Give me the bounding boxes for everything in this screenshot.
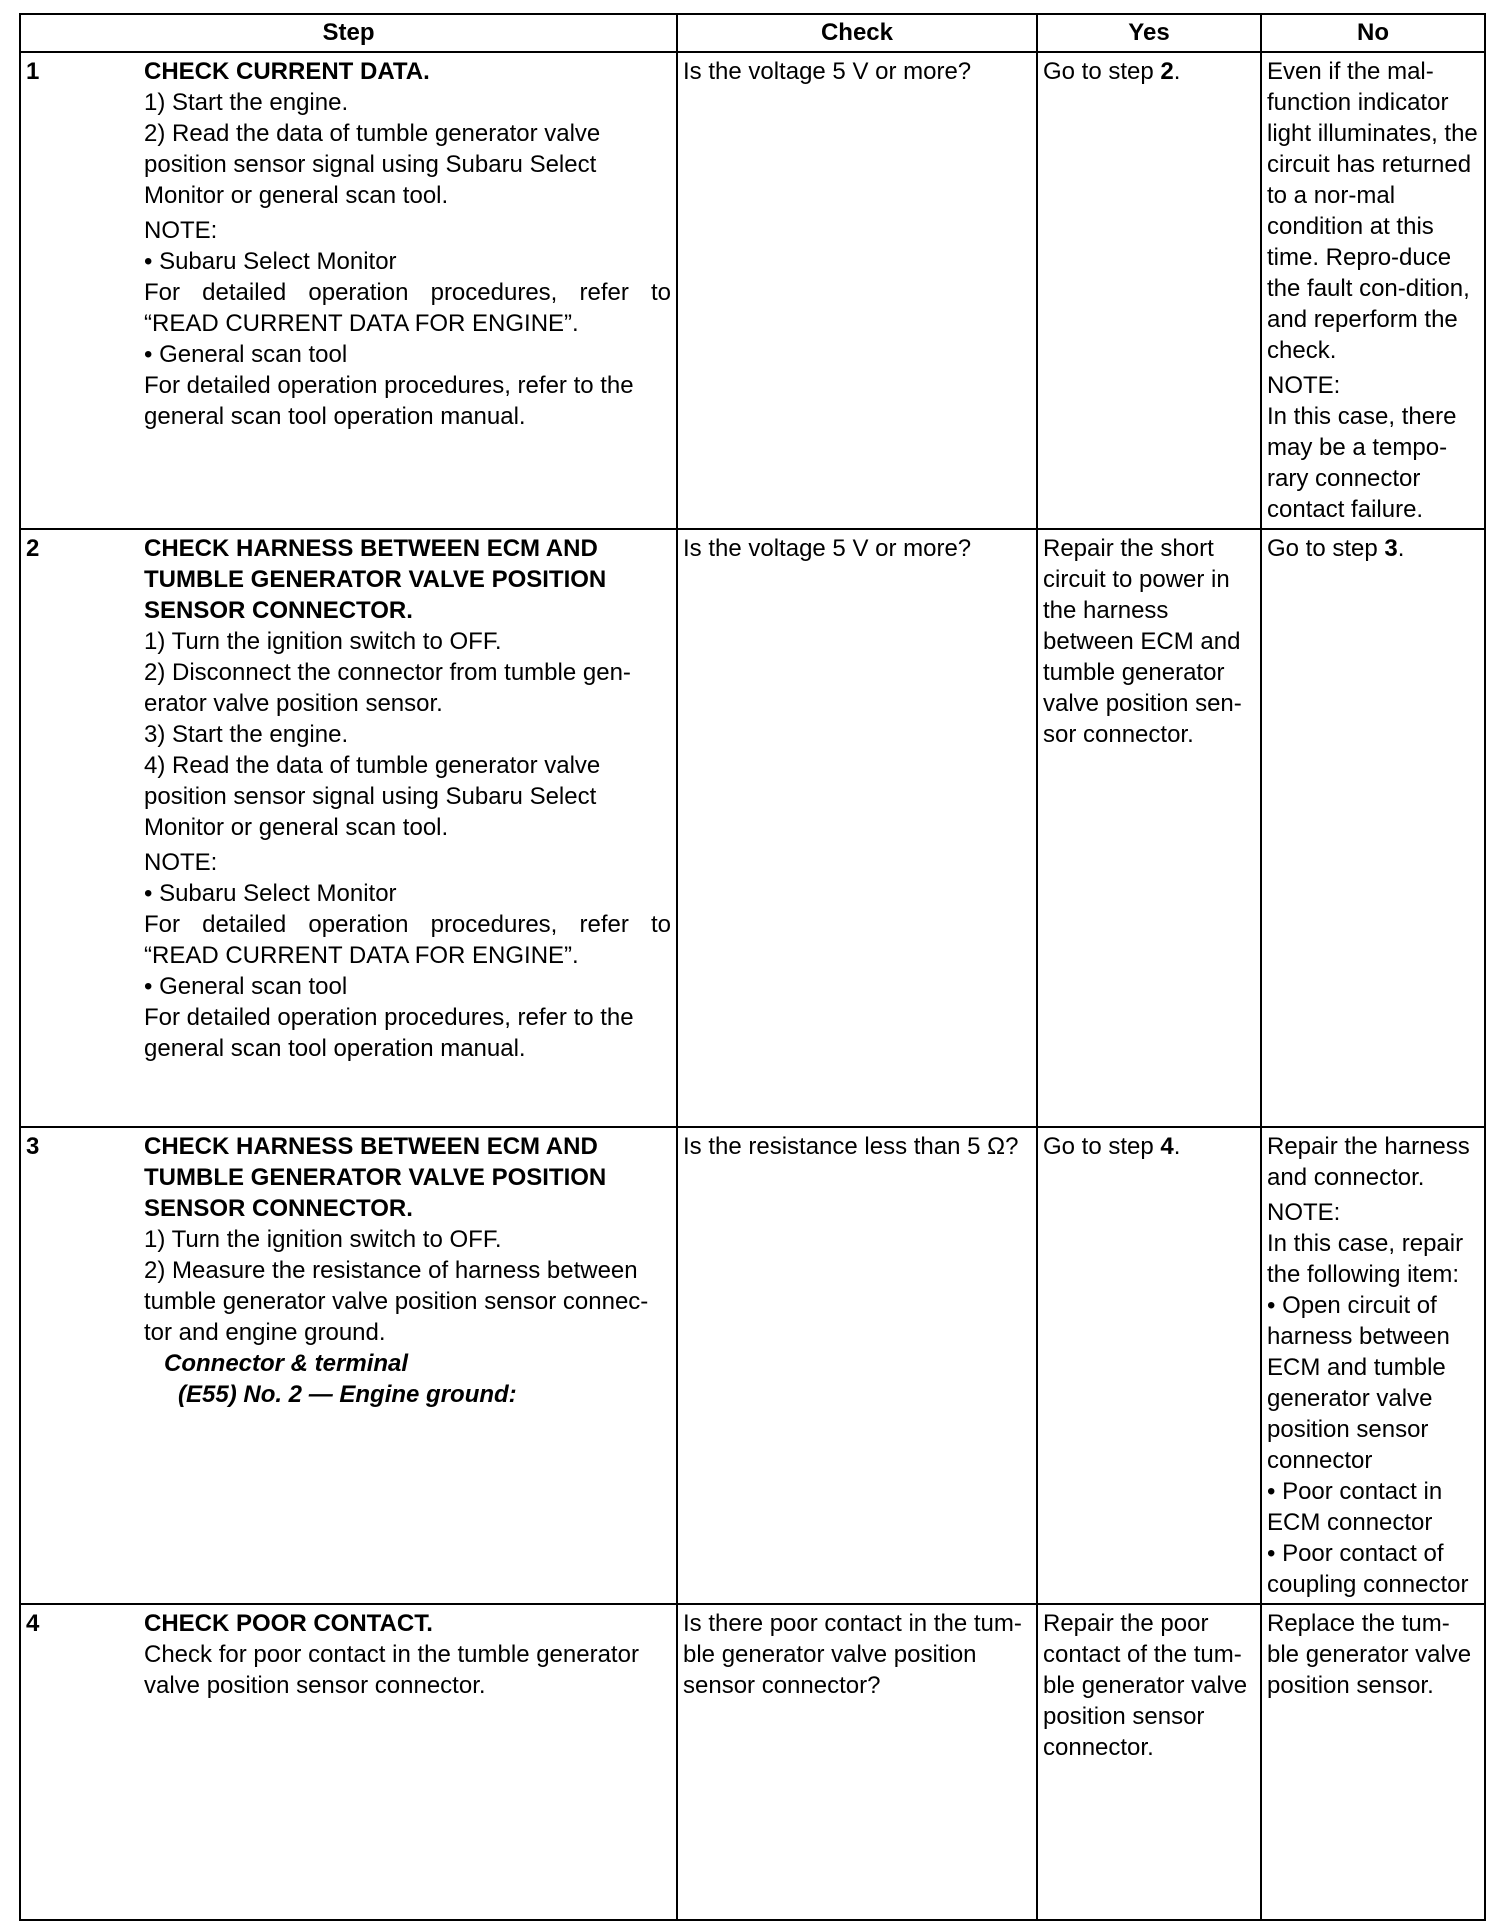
yes-suffix: . <box>1173 58 1181 85</box>
step-item: 1) Turn the ignition switch to OFF. <box>144 1226 502 1253</box>
note-line: For detailed operation procedures, refer to <box>144 279 671 306</box>
step-number: 2 <box>26 535 40 562</box>
check-cell: Is the voltage 5 V or more? <box>677 529 1037 1127</box>
note-line: • General scan tool <box>144 973 348 1000</box>
step-cell <box>20 1604 677 1920</box>
note-line: • Subaru Select Monitor <box>144 880 397 907</box>
yes-cell: Repair the poor contact of the tum-ble generator valve position sensor connector. <box>1037 1604 1261 1920</box>
step-title: CHECK HARNESS BETWEEN ECM AND TUMBLE GENERATOR VALVE POSITION SENSOR CONNECTOR. <box>144 535 607 624</box>
step-title: CHECK CURRENT DATA. <box>144 58 430 85</box>
no-suffix: . <box>1397 535 1405 562</box>
no-note-text: In this case, there may be a tempo-rary connector contact failure. <box>1267 403 1457 523</box>
step-item: 2) Read the data of tumble generator valve position sensor signal using Subaru Select Monitor or general scan tool. <box>144 120 601 209</box>
yes-prefix: Go to step <box>1043 1133 1161 1160</box>
check-cell: Is the voltage 5 V or more? <box>677 52 1037 529</box>
no-bullet: • Poor contact of coupling connector <box>1267 1540 1469 1598</box>
step-number: 1 <box>26 58 40 85</box>
step-cell <box>20 1127 677 1604</box>
check-cell: Is the resistance less than 5 Ω? <box>677 1127 1037 1604</box>
yes-cell <box>1037 52 1261 529</box>
step-item: 1) Turn the ignition switch to OFF. <box>144 628 502 655</box>
table-row <box>20 52 1485 529</box>
note-line: For detailed operation procedures, refer to the general scan tool operation manual. <box>144 372 634 430</box>
check-cell: Is there poor contact in the tum-ble generator valve position sensor connector? <box>677 1604 1037 1920</box>
step-title: CHECK HARNESS BETWEEN ECM AND TUMBLE GENERATOR VALVE POSITION SENSOR CONNECTOR. <box>144 1133 607 1222</box>
yes-cell: Repair the short circuit to power in the harness between ECM and tumble generator valve position sen-sor connector. <box>1037 529 1261 1127</box>
table-row <box>20 529 1485 1127</box>
header-row <box>20 14 1485 52</box>
no-bullet: • Poor contact in ECM connector <box>1267 1478 1443 1536</box>
diagnostic-table <box>19 13 1486 1921</box>
note-line: • General scan tool <box>144 341 348 368</box>
step-number: 4 <box>26 1610 40 1637</box>
yes-step-ref: 2 <box>1160 58 1174 85</box>
connector-value: (E55) No. 2 — Engine ground: <box>178 1381 517 1408</box>
table-row <box>20 1604 1485 1920</box>
note-label: NOTE: <box>144 849 218 876</box>
step-item: 2) Disconnect the connector from tumble gen-erator valve position sensor. <box>144 659 631 717</box>
step-cell <box>20 529 677 1127</box>
yes-step-ref: 4 <box>1160 1133 1174 1160</box>
step-number: 3 <box>26 1133 40 1160</box>
note-line: For detailed operation procedures, refer to <box>144 911 671 938</box>
step-cell <box>20 52 677 529</box>
note-line: “READ CURRENT DATA FOR ENGINE”. <box>144 942 579 969</box>
no-note-label: NOTE: <box>1267 1199 1341 1226</box>
no-text: Repair the harness and connector. <box>1267 1133 1470 1191</box>
no-cell <box>1261 529 1485 1127</box>
step-title: CHECK POOR CONTACT. <box>144 1610 433 1637</box>
header-check: Check <box>677 14 1037 52</box>
yes-suffix: . <box>1173 1133 1181 1160</box>
header-step: Step <box>20 14 677 52</box>
note-line: For detailed operation procedures, refer to the general scan tool operation manual. <box>144 1004 634 1062</box>
step-item: 2) Measure the resistance of harness between tumble generator valve position sensor connec-tor and engine ground. <box>144 1257 649 1346</box>
header-no: No <box>1261 14 1485 52</box>
table-row <box>20 1127 1485 1604</box>
no-bullet: • Open circuit of harness between ECM and tumble generator valve position sensor connector <box>1267 1292 1450 1474</box>
header-yes: Yes <box>1037 14 1261 52</box>
connector-label: Connector & terminal <box>164 1350 409 1377</box>
no-step-ref: 3 <box>1384 535 1398 562</box>
step-item: 3) Start the engine. <box>144 721 349 748</box>
no-prefix: Go to step <box>1267 535 1385 562</box>
no-text: Even if the mal-function indicator light illuminates, the circuit has returned to a nor-mal condition at this time. Repro-duce the fault con-dition, and reperform the check. <box>1267 58 1478 364</box>
note-line: “READ CURRENT DATA FOR ENGINE”. <box>144 310 579 337</box>
note-line: • Subaru Select Monitor <box>144 248 397 275</box>
step-item: 4) Read the data of tumble generator valve position sensor signal using Subaru Select Monitor or general scan tool. <box>144 752 601 841</box>
step-body: Check for poor contact in the tumble generator valve position sensor connector. <box>144 1641 639 1699</box>
yes-cell <box>1037 1127 1261 1604</box>
no-cell <box>1261 52 1485 529</box>
no-cell <box>1261 1127 1485 1604</box>
step-item: 1) Start the engine. <box>144 89 349 116</box>
note-label: NOTE: <box>144 217 218 244</box>
no-note-text: In this case, repair the following item: <box>1267 1230 1464 1288</box>
no-note-label: NOTE: <box>1267 372 1341 399</box>
yes-prefix: Go to step <box>1043 58 1161 85</box>
no-cell: Replace the tum-ble generator valve position sensor. <box>1261 1604 1485 1920</box>
